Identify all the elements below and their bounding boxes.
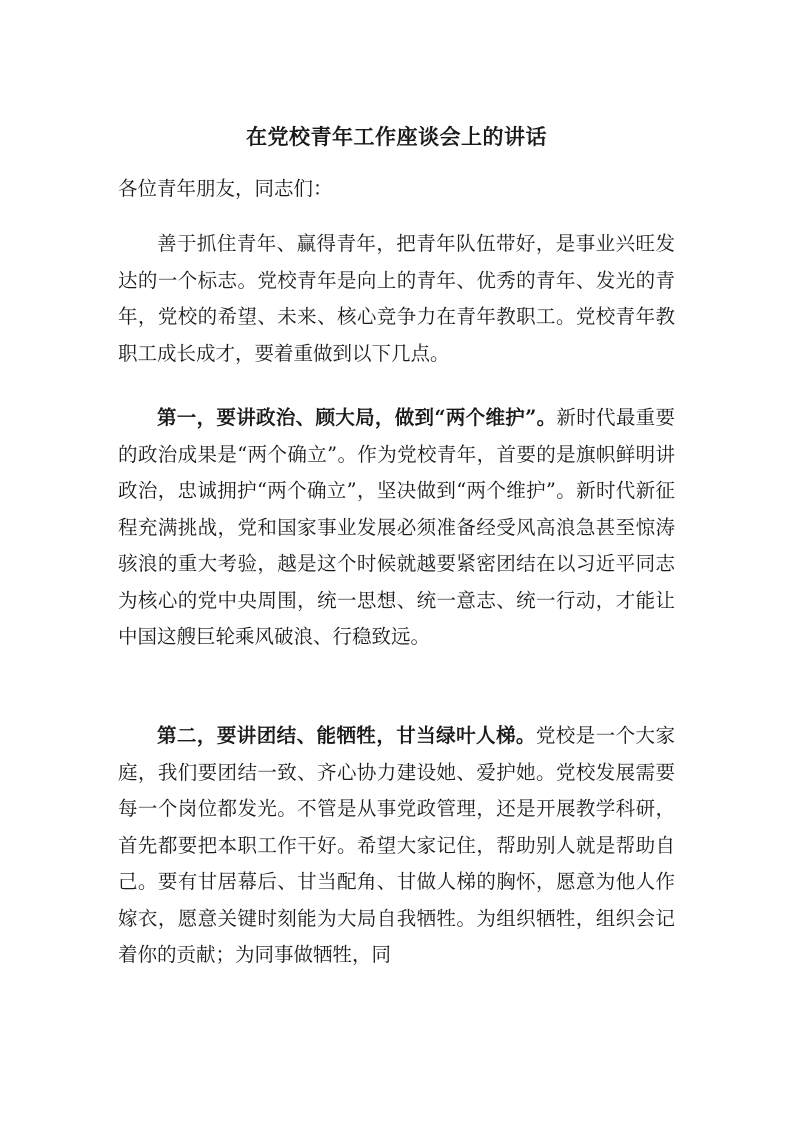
paragraph-text: 党校是一个大家庭，我们要团结一致、齐心协力建设她、爱护她。党校发展需要每一个岗位都发光。不管是从事党政管理，还是开展教学科研，首先都要把本职工作干好。希望大家记住，帮助别人就是帮助自己。要有甘居幕后、甘当配角、甘做人梯的胸怀，愿意为他人作嫁衣，愿意关键时刻能为大局自我牺牲。为组织牺牲，组织会记着你的贡献；为同事做牺牲，同 xyxy=(118,724,675,966)
paragraph-text: 善于抓住青年、赢得青年，把青年队伍带好，是事业兴旺发达的一个标志。党校青年是向上的青年、优秀的青年、发光的青年，党校的希望、未来、核心竞争力在青年教职工。党校青年教职工成长成才，要着重做到以下几点。 xyxy=(118,232,675,365)
salutation: 各位青年朋友，同志们： xyxy=(118,177,333,200)
paragraph-lead: 第二，要讲团结、能牺牲，甘当绿叶人梯。 xyxy=(157,724,536,747)
page-title: 在党校青年工作座谈会上的讲话 xyxy=(246,124,547,149)
paragraph-second-point xyxy=(118,718,675,974)
paragraph-text: 新时代最重要的政治成果是“两个确立”。作为党校青年，首要的是旗帜鲜明讲政治，忠诚拥护“两个确立”，坚决做到“两个维护”。新时代新征程充满挑战，党和国家事业发展必须准备经受风高浪急甚至惊涛骇浪的重大考验，越是这个时候就越要紧密团结在以习近平同志为核心的党中央周围，统一思想、统一意志、统一行动，才能让中国这艘巨轮乘风破浪、行稳致远。 xyxy=(118,406,675,648)
paragraph-lead: 第一，要讲政治、顾大局，做到“两个维护”。 xyxy=(157,406,557,429)
paragraph-intro xyxy=(118,226,675,372)
paragraph-first-point xyxy=(118,400,675,656)
